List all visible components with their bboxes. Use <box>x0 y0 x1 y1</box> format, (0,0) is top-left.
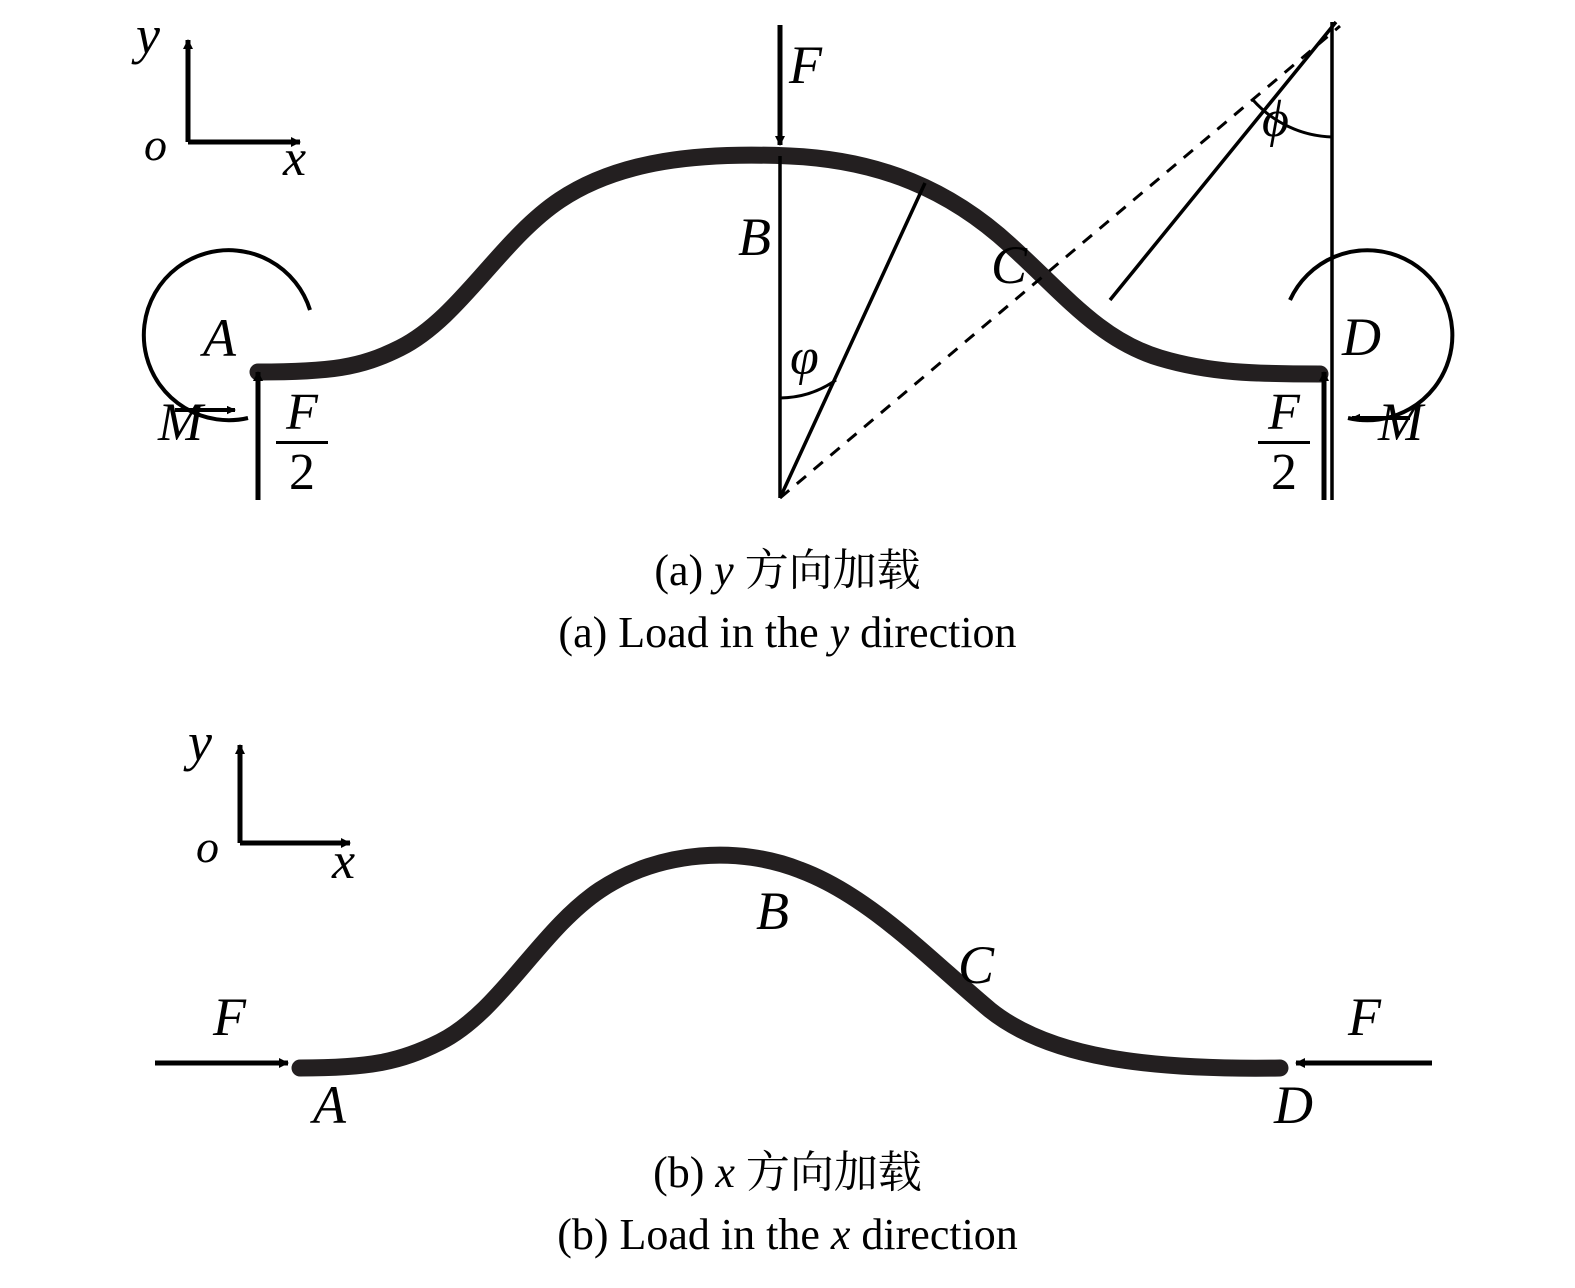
caption-b-en-post: direction <box>861 1210 1018 1259</box>
axis-label-x-b: x <box>332 833 356 890</box>
beam-curve-a <box>258 155 1320 374</box>
caption-b-en <box>0 1210 1575 1261</box>
dashed-diagonal <box>780 26 1340 502</box>
caption-a-zh-post: 方向加载 <box>744 546 921 595</box>
caption-b-zh-pre: (b) <box>653 1148 705 1197</box>
reaction-label-left-a <box>276 384 328 502</box>
caption-a-en-var: y <box>829 608 850 657</box>
reaction-denominator-left: 2 <box>289 444 315 502</box>
point-label-d-b: D <box>1274 1075 1313 1135</box>
point-label-b-a: B <box>738 207 771 267</box>
reaction-label-right-a <box>1258 384 1310 502</box>
caption-a-zh-pre: (a) <box>654 546 704 595</box>
point-label-c-a: C <box>991 235 1028 295</box>
axis-origin-label-a: o <box>144 119 167 170</box>
caption-b-zh-post: 方向加载 <box>745 1148 922 1197</box>
reaction-denominator-right: 2 <box>1271 444 1297 502</box>
caption-b-en-var: x <box>830 1210 851 1259</box>
point-label-d-a: D <box>1342 307 1381 367</box>
panel-b-graphics <box>155 745 1432 1068</box>
force-label-right-b: F <box>1348 987 1381 1047</box>
beam-curve-b <box>300 855 1280 1068</box>
caption-a-en-post: direction <box>860 608 1017 657</box>
point-label-a-a: A <box>203 308 236 368</box>
axis-label-y-b: y <box>188 712 212 772</box>
point-label-b-b: B <box>756 881 789 941</box>
point-label-a-b: A <box>313 1075 346 1135</box>
reaction-numerator-right: F <box>1268 384 1300 441</box>
reaction-numerator-left: F <box>286 384 318 441</box>
axis-label-x-a: x <box>283 130 307 187</box>
caption-a-en <box>0 608 1575 659</box>
angle-label-phi-inner: φ <box>790 329 819 386</box>
caption-a-zh <box>0 546 1575 597</box>
axes-b <box>240 745 350 843</box>
axes-a <box>188 40 300 142</box>
angle-label-phi-outer: ϕ <box>1262 91 1289 148</box>
point-label-c-b: C <box>958 935 995 995</box>
caption-a-zh-var: y <box>714 546 734 595</box>
axis-label-y-a: y <box>136 5 160 65</box>
caption-b-en-pre: (b) Load in the <box>557 1210 820 1259</box>
moment-label-right-a: M <box>1378 392 1423 452</box>
force-label-left-b: F <box>213 987 246 1047</box>
chord-phi-outer <box>1110 22 1336 300</box>
caption-b-zh <box>0 1148 1575 1199</box>
caption-a-en-pre: (a) Load in the <box>558 608 819 657</box>
caption-b-zh-var: x <box>715 1148 735 1197</box>
moment-label-left-a: M <box>158 392 203 452</box>
force-label-f-a: F <box>789 35 822 95</box>
axis-origin-label-b: o <box>196 821 219 872</box>
